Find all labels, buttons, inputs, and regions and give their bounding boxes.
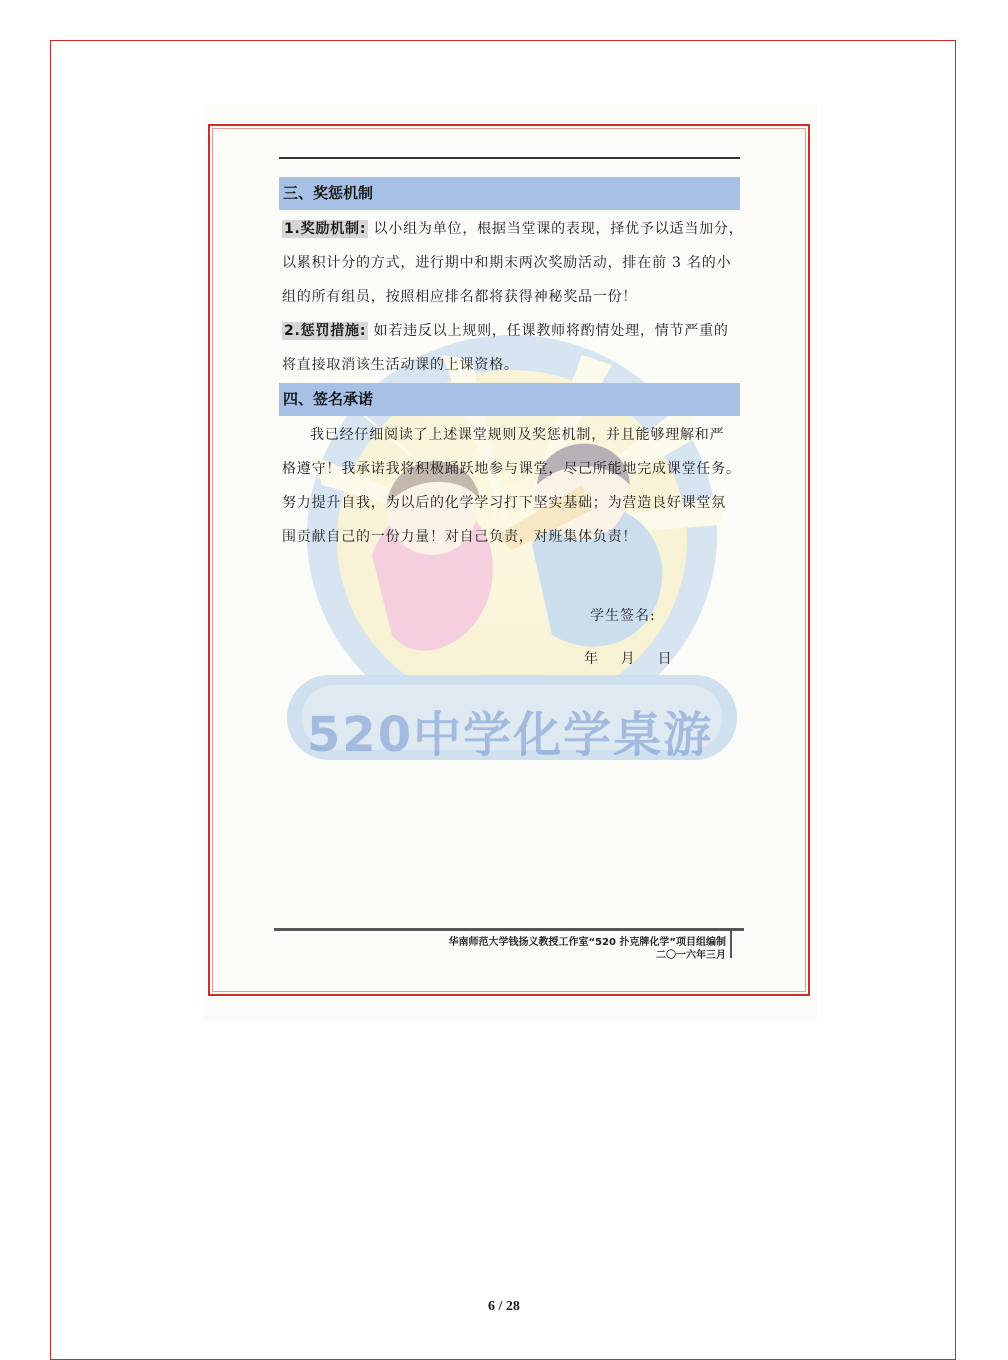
student-signature-label: 学生签名:	[590, 608, 656, 624]
reward-label: 1.奖励机制:	[284, 221, 367, 237]
reward-text-1: 以小组为单位，根据当堂课的表现，择优予以适当加分，	[373, 221, 744, 237]
footer-date: 二〇一六年三月	[656, 950, 726, 961]
pledge-line-3: 努力提升自我，为以后的化学学习打下坚实基础；为营造良好课堂氛	[282, 495, 726, 511]
section-heading-signature: 四、签名承诺	[279, 383, 740, 416]
penalty-line-1	[282, 321, 742, 341]
header-rule	[279, 157, 740, 159]
penalty-text-1: 如若违反以上规则，任课教师将酌情处理，情节严重的	[373, 323, 729, 339]
penalty-label: 2.惩罚措施:	[284, 323, 367, 339]
reward-line-2: 以累积计分的方式，进行期中和期末两次奖励活动，排在前 3 名的小	[282, 255, 732, 271]
reward-line-3: 组的所有组员，按照相应排名都将获得神秘奖品一份！	[282, 289, 638, 305]
watermark-text: 520中学化学桌游	[306, 707, 714, 763]
pledge-line-2: 格遵守！我承诺我将积极踊跃地参与课堂，尽己所能地完成课堂任务。	[282, 461, 741, 477]
pledge-line-4: 围贡献自己的一份力量！对自己负责，对班集体负责！	[282, 529, 638, 545]
pledge-line-1: 我已经仔细阅读了上述课堂规则及奖惩机制，并且能够理解和严	[310, 427, 725, 443]
section-heading-rewards-penalties: 三、奖惩机制	[279, 177, 740, 210]
footer-rule	[274, 928, 744, 931]
page-number: 6 / 28	[488, 1299, 520, 1314]
date-line: 年 月 日	[584, 651, 673, 667]
penalty-line-2: 将直接取消该生活动课的上课资格。	[282, 357, 519, 373]
footer-bar	[730, 930, 732, 958]
reward-line-1	[282, 219, 742, 239]
footer-credit: 华南师范大学钱扬义教授工作室“520 扑克牌化学”项目组编制	[448, 937, 726, 948]
